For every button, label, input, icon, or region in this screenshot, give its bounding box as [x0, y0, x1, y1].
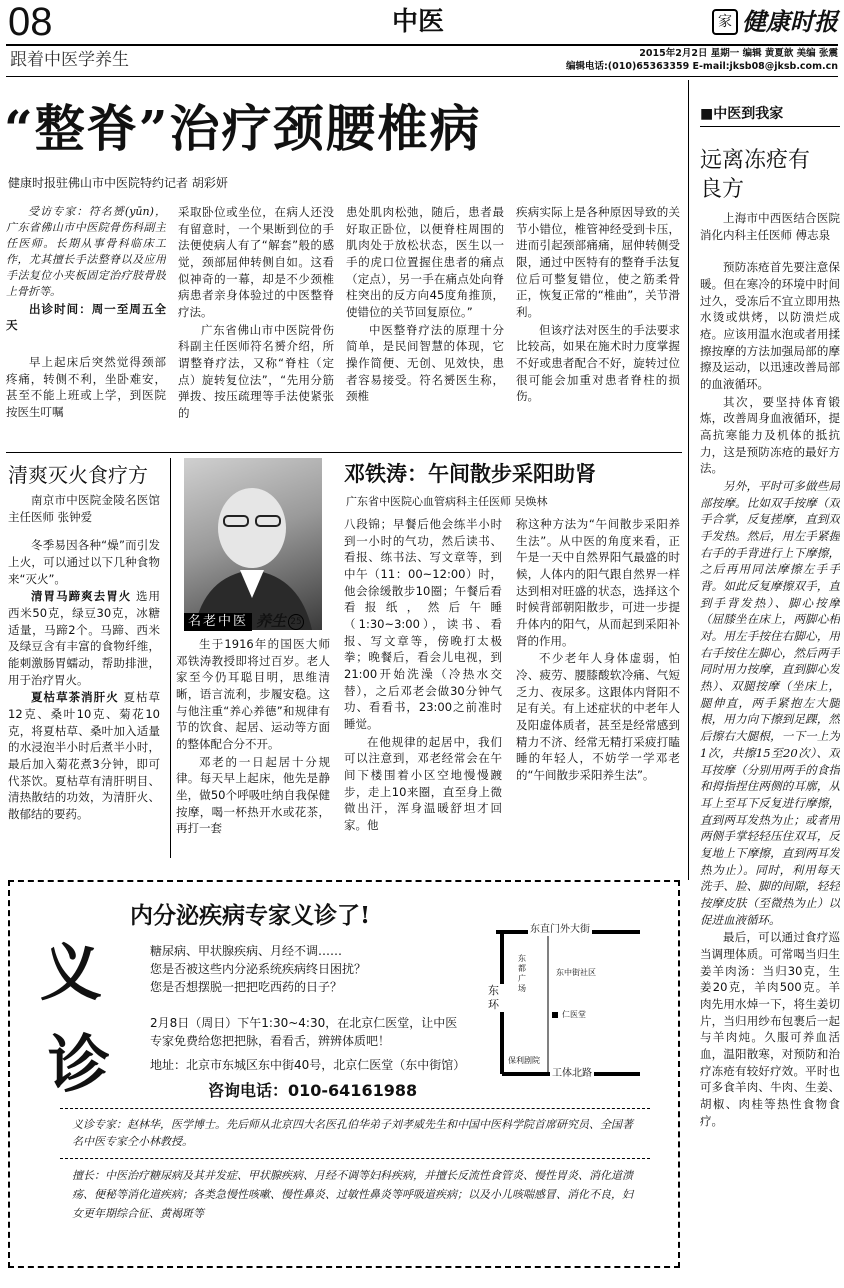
- map-side-1: 东都广场: [518, 954, 526, 993]
- recipe-text: 选用西米50克，绿豆30克，冰糖适量，马蹄2个。马蹄、西米及绿豆含有丰富的食物纤维，能刺激肠胃蠕动，帮助排泄，用于治疗胃火。: [8, 589, 160, 687]
- map-top-road: 东直门外大街: [530, 924, 590, 935]
- photo-caption-bar: [184, 612, 322, 632]
- ad-expert-text: 义诊专家：赵林华，医学博士。先后师从北京四大名医孔伯华弟子刘孝威先生和中国中医科学院首席研究员、全国著名中医专家仝小林教授。: [72, 1118, 633, 1148]
- main-byline: 健康时报驻佛山市中医院特约记者 胡彩妍: [8, 176, 228, 190]
- left-box-intro: 冬季易因各种“燥”而引发上火，可以通过以下几种食物来“灭火”。: [8, 538, 160, 586]
- ad-expert: [72, 1116, 642, 1150]
- recipe-1: [8, 588, 160, 688]
- ad-title: 内分泌疾病专家义诊了!: [130, 902, 371, 929]
- left-box-title: 清爽灭火食疗方: [8, 463, 148, 487]
- ad-divider-2: [60, 1158, 650, 1159]
- ad-divider: [60, 1108, 650, 1109]
- paragraph: 生于1916年的国医大师邓铁涛教授即将过百岁。老人家至今仍耳聪目明，思维清晰，语言流利，步履安稳。这与他注重“养心养德”和规律有节的饮食、起居、运动等方面的整体配合分不开。: [176, 637, 330, 752]
- masthead-logo: 家: [712, 9, 738, 35]
- paragraph: 另外，平时可多做些局部按摩。比如双手按摩（双手合掌，反复搓摩，直到双手发热。然后，用左手紧握右手的手背进行上下摩擦，之后再用同法摩擦左手手背。如此反复摩擦双手，直到手背发热）、脚心按摩（屈膝坐在床上，两脚心相对。用左手按住右脚心，用右手按住左脚心，然后两手同时用力按摩，直到脚心发热）、双腿按摩（坐床上，腿伸直，两手紧抱左大腿根，用力向下擦到足踝，然后擦右大腿根，一下一上为1次，共擦15至20次）、双耳按摩（分别用两手的食指和拇指捏住两侧的耳廓，从耳上至耳下反复进行摩擦，直到两耳发热为止；或者用两侧手掌轻轻压住双耳，反复地上下摩擦，直到两耳发热为止）。同时，利用每天洗手、脸、脚的间隙，轻轻按摩皮肤（至微热为止）以促进血液循环。: [700, 479, 840, 927]
- portrait-photo: [184, 458, 322, 630]
- deng-byline: 广东省中医院心血管病科主任医师 吴焕林: [346, 495, 548, 508]
- main-column-1: [6, 204, 166, 448]
- page-number: 08: [8, 0, 53, 44]
- paragraph: 疾病实际上是各种原因导致的关节小错位，椎管神经受到卡压，进而引起颈部痛痛，屈伸转侧受限，通过中医特有的整脊手法复位后可整复错位，使之筋柔骨正，恢复正常的“椎曲”，关节滑利。: [516, 205, 680, 320]
- right-section-rule: [700, 126, 840, 127]
- paragraph: 其次，要坚持体育锻炼，改善周身血液循环，提高抗寒能力及机体的抵抗力，这是预防冻疮的最好方法。: [700, 394, 840, 476]
- right-section-title: ■中医到我家: [700, 106, 784, 122]
- main-column-4: [516, 204, 680, 448]
- ad-event-line: 2月8日（周日）下午1:30~4:30，在北京仁医堂，让中医: [150, 1016, 458, 1030]
- deng-column-b: [344, 516, 502, 856]
- header-rule-2: [6, 76, 838, 77]
- deng-column-a: [176, 636, 330, 856]
- map-side-2: 东中街社区: [556, 968, 596, 977]
- left-box-body: [8, 492, 160, 862]
- left-box-divider: [170, 458, 171, 858]
- right-byline: 上海市中西医结合医院消化内科主任医师 傅志泉: [700, 211, 840, 242]
- map-clinic: 仁医堂: [562, 1010, 586, 1019]
- ad-big-char-1: 义: [40, 936, 103, 1009]
- photo-badge: 养生: [256, 612, 287, 631]
- paragraph: 八段锦；早餐后他会练半小时到一小时的气功，然后读书、看报、练书法、写文章等，到中午（11：00~12:00）时，他会徐缓散步10圈；午餐后看看报纸，然后午睡（1:30~3:00），读书、看报、写文章等，傍晚打太极拳；晚餐后，看会儿电视，到21:00开始洗澡（冷热水交替），之后邓老会做30分钟气功、看看书，23:00之前准时睡觉。: [344, 517, 502, 732]
- ad-lines: [150, 942, 480, 996]
- recipe-name: 清胃马蹄爽去胃火: [31, 589, 132, 604]
- paragraph: 广东省佛山市中医院骨伤科副主任医师符名赟介绍，所谓整脊疗法，又称“脊柱（定点）旋转复位法”，“先用分筋弹拨、按压疏理等手法使紧张的: [178, 322, 334, 421]
- masthead-title: 健康时报: [742, 6, 838, 36]
- ad-event: [150, 1014, 490, 1050]
- ad-phone: 咨询电话：010-64161988: [208, 1081, 418, 1100]
- ad-specialty-text: 擅长：中医治疗糖尿病及其并发症、甲状腺疾病、月经不调等妇科疾病，并擅长反流性食管炎、慢性胃炎、消化道溃疡、便秘等消化道疾病；各类急慢性咳嗽、慢性鼻炎、过敏性鼻炎等呼吸道疾病；以及小儿咳喘感冒、消化不良，妇女更年期综合征、黄褐斑等: [72, 1169, 633, 1220]
- column-name: 跟着中医学养生: [10, 50, 129, 70]
- right-column-body: [700, 210, 840, 1280]
- ad-line: 糖尿病、甲状腺疾病、月经不调……: [150, 944, 343, 958]
- paragraph: 早上起床后突然觉得颈部疼痛，转侧不利，坐卧难安，甚至不能上班或上学，到医院按医生叮嘱: [6, 354, 166, 419]
- left-box-byline: 南京市中医院金陵名医馆主任医师 张钟爱: [8, 493, 160, 524]
- main-headline: “整脊”治疗颈腰椎病: [4, 99, 482, 158]
- photo-caption: 名老中医: [184, 613, 252, 631]
- main-column-3: [346, 204, 504, 448]
- paragraph: 在他规律的起居中，我们可以注意到，邓老经常会在午间下楼围着小区空地慢慢踱步，走上10来圈，直至身上微微出汗，浑身温暖舒坦才回家。他: [344, 734, 502, 833]
- paragraph: 采取卧位或坐位，在病人还没有留意时，一个果断到位的手法便使病人有了“解套”般的感觉，颈部屈伸转侧自如。这看似神奇的一幕，却是不少颈椎病患者亲身体验过的中医整脊疗法。: [178, 205, 334, 320]
- map-bank: 保利剧院: [508, 1056, 540, 1065]
- paragraph: 中医整脊疗法的原理十分简单，是民间智慧的体现，它操作简便、无创、见效快，患者容易接受。符名赟医生称，颈椎: [346, 322, 504, 404]
- contact-line: 编辑电话:(010)65363359 E-mail:jksb08@jksb.com.cn: [565, 61, 838, 72]
- right-column-divider: [688, 80, 689, 880]
- paragraph: 患处肌肉松弛，随后，患者最好取正卧位，以便脊柱周围的肌肉处于放松状态，医生以一手的虎口位置握住患者的痛点（定点），另一手在痛点处向脊柱突出的反方向45度角推顶，使错位的关节回复原位。”: [346, 205, 504, 320]
- paragraph: 预防冻疮首先要注意保暖。但在寒冷的环境中时间过久，受冻后不宜立即用热水烫或烘烤，以防溃烂成疮。应该用温水泡或者用揉擦按摩的方法加强局部的摩擦及运动，以迅速改善局部的血液循环。: [700, 260, 840, 392]
- paragraph: 但该疗法对医生的手法要求比较高，如果在施术时力度掌握不好或患者配合不好，旋转过位很可能会加重对患者脊柱的损伤。: [516, 322, 680, 404]
- deng-headline: 邓铁涛：午间散步采阳助肾: [344, 461, 596, 486]
- clinic-hours: 出诊时间：周一至周五全天: [6, 301, 166, 333]
- masthead: [712, 6, 838, 38]
- ad-address: 地址：北京市东城区东中街40号，北京仁医堂（东中街馆）: [150, 1058, 466, 1072]
- deng-column-c: [516, 516, 680, 856]
- paragraph: 邓老的一日起居十分规律。每天早上起床，他先是静坐，做50个呼吸吐纳自我保健按摩，喝一杯热开水或花茶，再打一套: [176, 754, 330, 836]
- paragraph: 称这种方法为“午间散步采阳养生法”。从中医的角度来看，正午是一天中自然界阳气最盛的时候，人体内的阳气跟自然界一样达到相对旺盛的状态，选择这个时候背部朝阳散步，可进一步提升体内的阳气，从而起到采阳补肾的作用。: [516, 517, 680, 648]
- recipe-2: [8, 689, 160, 822]
- paragraph: 不少老年人身体虚弱，怕冷、疲劳、腰膝酸软冷痛、气短乏力、夜尿多。这跟体内肾阳不足有关。有上述症状的中老年人及阳虚体质者，甚至是经常感到精力不济、经常无精打采疲打瞌睡的年轻人，不妨学一学邓老的“午间散步采阳养生法”。: [516, 651, 680, 783]
- paragraph: 最后，可以通过食疗巡当调理体质。可常喝当归生姜羊肉汤：当归30克，生姜20克，羊肉500克。羊肉先用水焯一下，将生姜切片，当归用纱布包裹后一起与羊肉炖。久服可养血活血，温阳散寒，对预防和治疗冻疮有较好疗效。平时也可多食羊肉、牛肉、生姜、胡椒、肉桂等热性食物食疗。: [700, 930, 840, 1128]
- portrait-figure: [184, 458, 322, 630]
- ad-big-char-2: 诊: [48, 1028, 111, 1101]
- map-left-road: 东环: [488, 984, 504, 1012]
- date-line: 2015年2月2日 星期一 编辑 黄夏歆 美编 张震: [639, 48, 838, 59]
- header-rule: [6, 44, 838, 46]
- expert-intro: 受访专家：符名赟(yūn)，广东省佛山市中医院骨伤科副主任医师。长期从事骨科临床工作，尤其擅长手法整脊以及应用手法复位小夹板固定治疗肢骨肢上骨折等。: [6, 205, 166, 298]
- section-rule: [6, 452, 682, 453]
- recipe-text: 夏枯草12克、桑叶10克、菊花10克，将夏枯草、桑叶加入适量的水浸泡半小时后煮半小时，最后加入菊花煮3分钟，即可代茶饮。夏枯草有清肝明目、清热散结的功效，为清肝火、散郁结的要药。: [8, 690, 160, 822]
- recipe-name: 夏枯草茶消肝火: [31, 690, 119, 705]
- right-headline: 远离冻疮有良方: [700, 148, 811, 202]
- map-bottom-road: 工体北路: [552, 1068, 592, 1079]
- ad-line: 您是否被这些内分泌系统疾病终日困扰？: [150, 962, 367, 976]
- photo-badge-number: 25: [288, 614, 304, 630]
- ad-event-line: 专家免费给您把把脉，看看舌，辨辨体质吧！: [150, 1034, 391, 1048]
- ad-specialty: [72, 1166, 642, 1223]
- ad-map: [488, 924, 648, 1084]
- main-column-2: [178, 204, 334, 448]
- section-title: 中医: [392, 7, 445, 37]
- ad-line: 您是否想摆脱一把把吃西药的日子？: [150, 980, 343, 994]
